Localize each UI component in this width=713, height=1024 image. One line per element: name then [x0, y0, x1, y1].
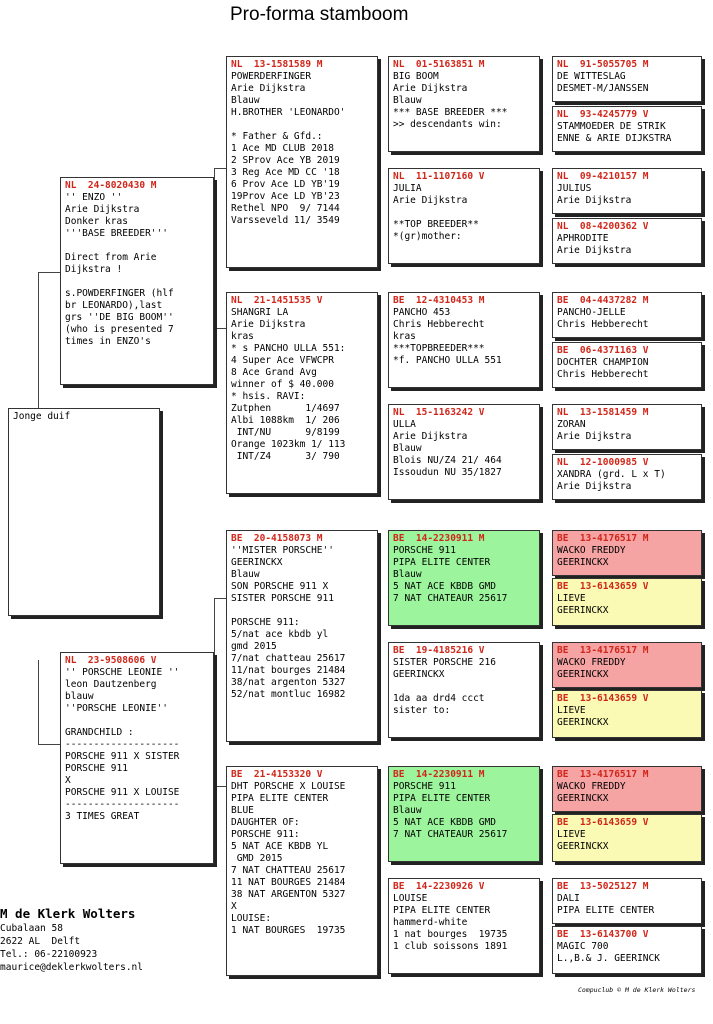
card-line: 2 SProv Ace YB 2019 [231, 155, 340, 166]
card-line: PIPA ELITE CENTER [393, 557, 491, 568]
card-line: PIPA ELITE CENTER [231, 793, 329, 804]
ggg-card[interactable] [552, 578, 702, 626]
gg-card-louise[interactable] [388, 878, 540, 974]
gg-card-sister-porsche[interactable] [388, 642, 540, 738]
connector-line [38, 272, 39, 408]
card-line: GRANDCHILD : [65, 727, 134, 738]
card-line: 11/nat bourges 21484 [231, 665, 346, 676]
card-line: hammerd-white [393, 917, 468, 928]
card-line: Donker kras [65, 216, 128, 227]
connector-line [38, 744, 60, 745]
card-line: Arie Dijkstra [231, 319, 306, 330]
ring-number: BE 21-4153320 V [231, 769, 323, 780]
card-line: Chris Hebberecht [557, 369, 649, 380]
ggg-card[interactable] [552, 218, 702, 264]
card-line: MAGIC 700 [557, 941, 609, 952]
card-line: kras [393, 331, 416, 342]
card-line: Chris Hebberecht [393, 319, 485, 330]
ring-number: BE 20-4158073 M [231, 533, 323, 544]
card-line: 5 NAT ACE KBDB GMD [393, 817, 496, 828]
card-line: BIG BOOM [393, 71, 439, 82]
card-line: >> descendants win: [393, 119, 502, 130]
card-line: Arie Dijkstra [557, 245, 632, 256]
card-line: WACKO FREDDY [557, 781, 626, 792]
owner-email[interactable]: maurice@deklerkwolters.nl [0, 962, 143, 973]
card-line: '' PORSCHE LEONIE '' [65, 667, 180, 678]
owner-phone: Tel.: 06-22100923 [0, 949, 98, 960]
ring-number: BE 13-5025127 M [557, 881, 649, 892]
card-line [65, 715, 209, 727]
ring-number: BE 14-2230911 M [393, 769, 485, 780]
card-line: 8 Ace Grand Avg [231, 367, 317, 378]
card-line: XANDRA (grd. L x T) [557, 469, 666, 480]
card-line: 11 NAT BOURGES 21484 [231, 877, 346, 888]
owner-address: Cubalaan 58 [0, 923, 63, 934]
card-line: SON PORSCHE 911 X [231, 581, 329, 592]
owner-city: 2622 AL Delft [0, 936, 81, 947]
ring-number: NL 13-1581459 M [557, 407, 649, 418]
card-line [393, 681, 535, 693]
card-line: BLUE [231, 805, 254, 816]
card-line: PORSCHE 911 X LOUISE [65, 787, 180, 798]
card-line: 7 NAT CHATEAUR 25617 [393, 593, 508, 604]
connector-line [38, 660, 39, 744]
card-line: DAUGHTER OF: [231, 817, 300, 828]
ggg-card[interactable] [552, 168, 702, 214]
card-line: DALI [557, 893, 580, 904]
ring-number: BE 12-4310453 M [393, 295, 485, 306]
card-line: *f. PANCHO ULLA 551 [393, 355, 502, 366]
card-line: winner of $ 40.000 [231, 379, 334, 390]
card-line: Direct from Arie [65, 252, 157, 263]
card-line: LOUISE: [231, 913, 272, 924]
card-line: LIEVE [557, 829, 586, 840]
card-line: 5/nat ace kbdb yl [231, 629, 329, 640]
card-line: 6 Prov Ace LD YB'19 [231, 179, 340, 190]
card-line: Dijkstra ! [65, 264, 123, 275]
card-line: s.POWDERFINGER (hlf [65, 288, 174, 299]
card-line: -------------------- [65, 799, 180, 810]
card-line: ENNE & ARIE DIJKSTRA [557, 133, 672, 144]
card-line: 7 NAT CHATTEAU 25617 [231, 865, 346, 876]
ggg-card[interactable] [552, 454, 702, 500]
card-line: PORSCHE 911 [393, 781, 456, 792]
page-title: Pro-forma stamboom [230, 4, 409, 25]
card-line: PORSCHE 911 [393, 545, 456, 556]
card-line: ''PORSCHE LEONIE'' [65, 703, 168, 714]
card-line: *** BASE BREEDER *** [393, 107, 508, 118]
card-line: (who is presented 7 [65, 324, 174, 335]
card-line: GEERINCKX [393, 669, 445, 680]
card-line: PANCHO 453 [393, 307, 451, 318]
card-line: * Father & Gfd.: [231, 131, 323, 142]
card-line: SISTER PORSCHE 911 [231, 593, 334, 604]
connector-line [214, 598, 215, 786]
card-line: SHANGRI LA [231, 307, 289, 318]
card-line: X [65, 775, 71, 786]
card-line: 7/nat chatteau 25617 [231, 653, 346, 664]
footer-credit: Compuclub © M de Klerk Wolters [578, 986, 696, 994]
ring-number: NL 91-5055705 M [557, 59, 649, 70]
ring-number: BE 13-6143659 V [557, 581, 649, 592]
connector-line [214, 168, 215, 328]
card-line: GEERINCKX [557, 557, 609, 568]
card-line: Arie Dijkstra [393, 83, 468, 94]
card-line: * s PANCHO ULLA 551: [231, 343, 346, 354]
ring-number: BE 14-2230911 M [393, 533, 485, 544]
card-line: ZORAN [557, 419, 586, 430]
ggg-card[interactable] [552, 404, 702, 450]
ring-number: NL 93-4245779 V [557, 109, 649, 120]
mother-card[interactable] [60, 652, 214, 864]
card-line: PORSCHE 911: [231, 617, 300, 628]
owner-info [0, 906, 143, 974]
card-line: 4 Super Ace VFWCPR [231, 355, 334, 366]
ggg-card[interactable] [552, 106, 702, 152]
connector-line [214, 328, 226, 329]
card-line: PORSCHE 911 [65, 763, 128, 774]
card-line: Arie Dijkstra [557, 195, 632, 206]
card-line: Arie Dijkstra [65, 204, 140, 215]
card-line: Blauw [393, 569, 422, 580]
card-line: grs ''DE BIG BOOM'' [65, 312, 174, 323]
card-line: '' ENZO '' [65, 192, 123, 203]
card-line: PORSCHE 911 X SISTER [65, 751, 180, 762]
card-line: 52/nat montluc 16982 [231, 689, 346, 700]
grandsire-paternal-card[interactable] [226, 56, 378, 268]
gg-card-bigboom[interactable] [388, 56, 540, 152]
card-line: Orange 1023km 1/ 113 [231, 439, 346, 450]
card-line [65, 276, 209, 288]
grandsire-maternal-card[interactable] [226, 530, 378, 742]
ggg-card[interactable] [552, 926, 702, 974]
card-line: GEERINCKX [557, 717, 609, 728]
card-line: 1da aa drd4 ccct [393, 693, 485, 704]
card-line: WACKO FREDDY [557, 545, 626, 556]
card-line: '''BASE BREEDER''' [65, 228, 168, 239]
card-line: Issoudun NU 35/1827 [393, 467, 502, 478]
ggg-card[interactable] [552, 642, 702, 688]
card-line: JULIA [393, 183, 422, 194]
card-line: APHRODITE [557, 233, 609, 244]
ggg-card[interactable] [552, 878, 702, 924]
card-line: Blois NU/Z4 21/ 464 [393, 455, 502, 466]
card-line: 1 Ace MD CLUB 2018 [231, 143, 334, 154]
card-line: 3 TIMES GREAT [65, 811, 140, 822]
card-line: times in ENZO's [65, 336, 151, 347]
card-line: **TOP BREEDER** [393, 219, 479, 230]
card-line: *(gr)mother: [393, 231, 462, 242]
card-line: JULIUS [557, 183, 592, 194]
card-line: Blauw [393, 95, 422, 106]
card-line: INT/Z4 3/ 790 [231, 451, 340, 462]
ring-number: NL 12-1000985 V [557, 457, 649, 468]
ring-number: BE 13-6143700 V [557, 929, 649, 940]
card-line: -------------------- [65, 739, 180, 750]
ggg-card[interactable] [552, 814, 702, 862]
card-line: Arie Dijkstra [393, 195, 468, 206]
card-line: sister to: [393, 705, 451, 716]
ring-number: BE 04-4437282 M [557, 295, 649, 306]
card-line: PANCHO-JELLE [557, 307, 626, 318]
ring-number: NL 08-4200362 V [557, 221, 649, 232]
ggg-card[interactable] [552, 690, 702, 738]
card-line: 38/nat argenton 5327 [231, 677, 346, 688]
card-line: LIEVE [557, 705, 586, 716]
ggg-card[interactable] [552, 56, 702, 102]
card-line: 1 nat bourges 19735 [393, 929, 508, 940]
owner-name: M de Klerk Wolters [0, 906, 136, 921]
card-line: GEERINCKX [231, 557, 283, 568]
card-line: br LEONARDO),last [65, 300, 163, 311]
ggg-card[interactable] [552, 530, 702, 576]
card-line: LIEVE [557, 593, 586, 604]
gg-card-porsche911-a[interactable] [388, 530, 540, 626]
subject-card[interactable] [8, 408, 160, 616]
card-line: Blauw [231, 95, 260, 106]
connector-line [214, 168, 226, 169]
gg-card-porsche911-b[interactable] [388, 766, 540, 862]
card-line: PORSCHE 911: [231, 829, 300, 840]
card-line: blauw [65, 691, 94, 702]
card-line [65, 240, 209, 252]
card-line: STAMMOEDER DE STRIK [557, 121, 666, 132]
ring-number: BE 14-2230926 V [393, 881, 485, 892]
card-line: DESMET-M/JANSSEN [557, 83, 649, 94]
card-line: H.BROTHER 'LEONARDO' [231, 107, 346, 118]
card-line: Arie Dijkstra [557, 481, 632, 492]
card-line: kras [231, 331, 254, 342]
ring-number: NL 11-1107160 V [393, 171, 485, 182]
gg-card-ulla[interactable] [388, 404, 540, 500]
ring-number: BE 19-4185216 V [393, 645, 485, 656]
card-line: Varsseveld 11/ 3549 [231, 215, 340, 226]
card-line: gmd 2015 [231, 641, 277, 652]
card-line: GEERINCKX [557, 841, 609, 852]
card-line: SISTER PORSCHE 216 [393, 657, 496, 668]
ggg-card[interactable] [552, 766, 702, 812]
card-line: leon Dautzenberg [65, 679, 157, 690]
ring-number: BE 13-6143659 V [557, 693, 649, 704]
ring-number: NL 21-1451535 V [231, 295, 323, 306]
card-line: 1 NAT BOURGES 19735 [231, 925, 346, 936]
card-line: Arie Dijkstra [393, 431, 468, 442]
card-line: GMD 2015 [231, 853, 283, 864]
card-line: DOCHTER CHAMPION [557, 357, 649, 368]
card-line: 5 NAT ACE KBDB GMD [393, 581, 496, 592]
card-line: 38 NAT ARGENTON 5327 [231, 889, 346, 900]
father-card[interactable] [60, 177, 214, 385]
card-line: Blauw [393, 805, 422, 816]
ring-number: NL 23-9508606 V [65, 655, 157, 666]
card-line [393, 207, 535, 219]
card-line: L.,B.& J. GEERINCK [557, 953, 660, 964]
card-line: Arie Dijkstra [557, 431, 632, 442]
card-line: GEERINCKX [557, 605, 609, 616]
card-line: 3 Reg Ace MD CC '18 [231, 167, 340, 178]
ggg-card[interactable] [552, 292, 702, 338]
ring-number: NL 24-8020430 M [65, 180, 157, 191]
ring-number: BE 06-4371163 V [557, 345, 649, 356]
connector-line [214, 598, 226, 599]
card-line: POWERDERFINGER [231, 71, 312, 82]
card-line: Chris Hebberecht [557, 319, 649, 330]
card-line: GEERINCKX [557, 793, 609, 804]
card-line: 19Prov Ace LD YB'23 [231, 191, 340, 202]
card-line: PIPA ELITE CENTER [393, 905, 491, 916]
ring-number: BE 13-4176517 M [557, 645, 649, 656]
card-line: ''MISTER PORSCHE'' [231, 545, 334, 556]
card-line: 1 club soissons 1891 [393, 941, 508, 952]
card-line [231, 605, 373, 617]
gg-card-pancho[interactable] [388, 292, 540, 388]
card-line: X [231, 901, 237, 912]
card-line: INT/NU 9/8199 [231, 427, 340, 438]
card-line: PIPA ELITE CENTER [393, 793, 491, 804]
card-line: * hsis. RAVI: [231, 391, 306, 402]
card-line: ***TOPBREEDER*** [393, 343, 485, 354]
card-line: PIPA ELITE CENTER [557, 905, 655, 916]
ring-number: BE 13-4176517 M [557, 769, 649, 780]
card-line: DE WITTESLAG [557, 71, 626, 82]
card-line: GEERINCKX [557, 669, 609, 680]
card-line: Arie Dijkstra [231, 83, 306, 94]
granddam-maternal-card[interactable] [226, 766, 378, 976]
connector-line [214, 786, 226, 787]
subject-line: Jonge duif [13, 411, 71, 422]
card-line: Zutphen 1/4697 [231, 403, 340, 414]
card-line: Blauw [231, 569, 260, 580]
card-line: ULLA [393, 419, 416, 430]
card-line: DHT PORSCHE X LOUISE [231, 781, 346, 792]
connector-line [38, 272, 60, 273]
card-line: Rethel NPO 9/ 7144 [231, 203, 340, 214]
card-line: LOUISE [393, 893, 428, 904]
card-line: 5 NAT ACE KBDB YL [231, 841, 329, 852]
card-line: Blauw [393, 443, 422, 454]
card-line: Albi 1088km 1/ 206 [231, 415, 340, 426]
card-line: WACKO FREDDY [557, 657, 626, 668]
ring-number: BE 13-6143659 V [557, 817, 649, 828]
ring-number: NL 01-5163851 M [393, 59, 485, 70]
ring-number: NL 13-1581589 M [231, 59, 323, 70]
card-line: 7 NAT CHATEAUR 25617 [393, 829, 508, 840]
ggg-card[interactable] [552, 342, 702, 388]
card-line [231, 119, 373, 131]
gg-card-julia[interactable] [388, 168, 540, 264]
granddam-paternal-card[interactable] [226, 292, 378, 494]
ring-number: NL 15-1163242 V [393, 407, 485, 418]
ring-number: BE 13-4176517 M [557, 533, 649, 544]
ring-number: NL 09-4210157 M [557, 171, 649, 182]
